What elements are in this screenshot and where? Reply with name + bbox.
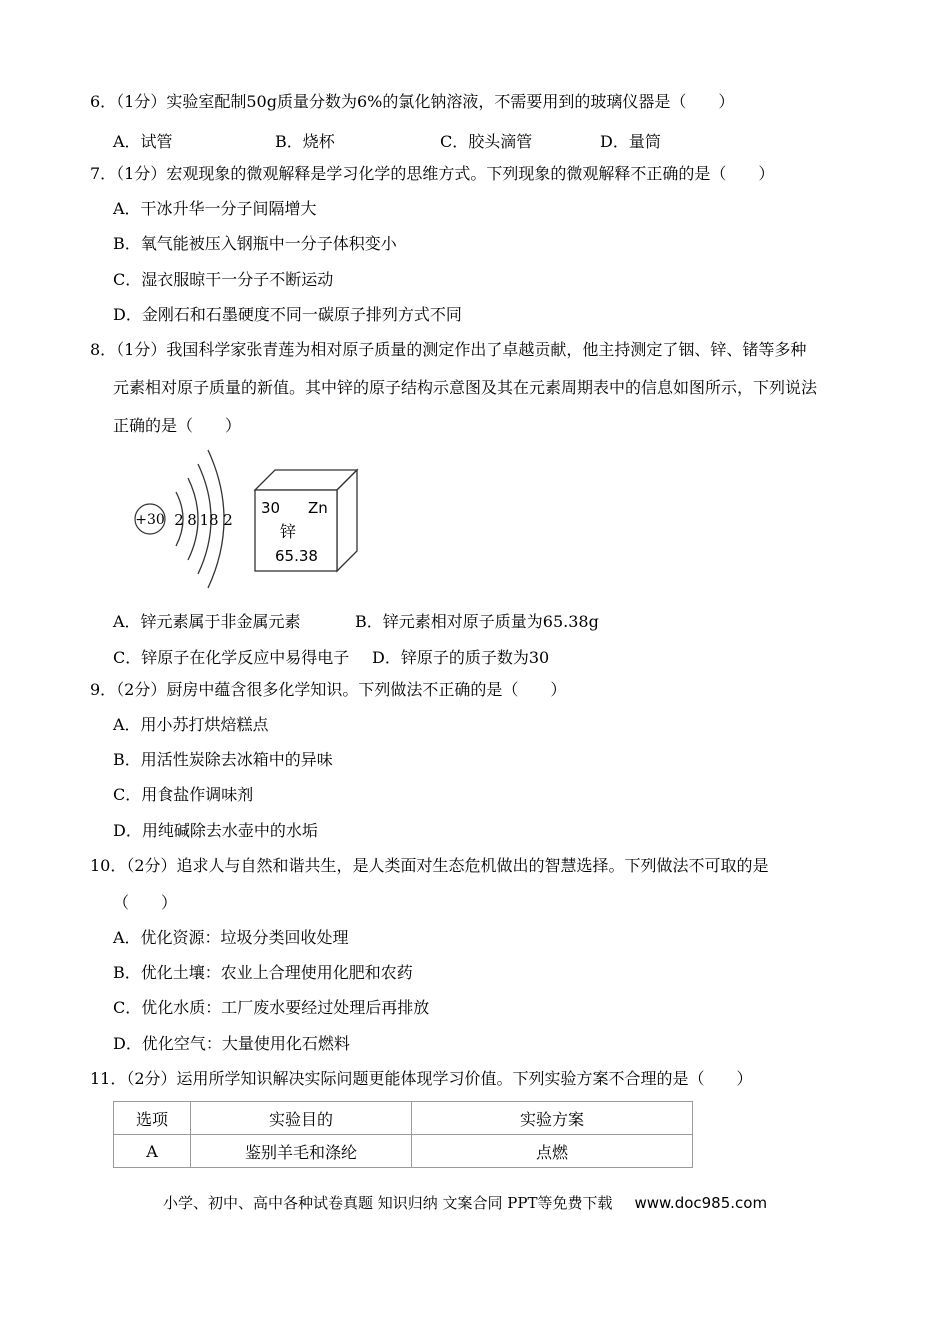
question-8-stem-line2: 元素相对原子质量的新值。其中锌的原子结构示意图及其在元素周期表中的信息如图所示，下列说法 <box>113 378 818 397</box>
question-11-stem: 11．（2分）运用所学知识解决实际问题更能体现学习价值。下列实验方案不合理的是（ ） <box>90 1069 753 1088</box>
option-a: A．试管 <box>113 132 173 151</box>
shell-4-electrons: 2 <box>223 511 233 529</box>
table-header-row <box>114 1102 693 1135</box>
atomic-number: 30 <box>261 499 281 517</box>
option-b: B．优化土壤：农业上合理使用化肥和农药 <box>113 963 413 982</box>
option-c: C．湿衣服晾干一分子不断运动 <box>113 270 334 289</box>
question-10-stem-line2: （ ） <box>113 893 178 912</box>
footer-site: www.doc985.com <box>634 1194 768 1212</box>
question-7-stem: 7．（1分）宏观现象的微观解释是学习化学的思维方式。下列现象的微观解释不正确的是（ ） <box>90 164 775 183</box>
question-8-stem-line1: 8．（1分）我国科学家张青莲为相对原子质量的测定作出了卓越贡献，他主持测定了铟、锌、锗等多种 <box>90 340 807 359</box>
table-cell: A <box>114 1135 191 1168</box>
option-a: A．用小苏打烘焙糕点 <box>113 715 269 734</box>
table-cell: 鉴别羊毛和涤纶 <box>191 1135 412 1168</box>
question-11-table <box>113 1101 693 1168</box>
option-c: C．胶头滴管 <box>440 132 533 151</box>
option-b: B．用活性炭除去冰箱中的异味 <box>113 750 333 769</box>
page-footer <box>163 1192 767 1213</box>
question-10-stem-line1: 10．（2分）追求人与自然和谐共生，是人类面对生态危机做出的智慧选择。下列做法不可取的是 <box>90 856 769 875</box>
element-symbol: Zn <box>308 499 328 517</box>
element-name: 锌 <box>280 522 297 541</box>
option-c: C．用食盐作调味剂 <box>113 785 254 804</box>
option-d: D．用纯碱除去水壶中的水垢 <box>113 821 318 840</box>
table-row <box>114 1135 693 1168</box>
shell-3-electrons: 18 <box>199 511 219 529</box>
option-d: D．优化空气：大量使用化石燃料 <box>113 1034 350 1053</box>
option-a: A．优化资源：垃圾分类回收处理 <box>113 928 349 947</box>
option-d: D．金刚石和石墨硬度不同一碳原子排列方式不同 <box>113 305 462 324</box>
shell-2-electrons: 8 <box>187 511 197 529</box>
option-c: C．锌原子在化学反应中易得电子 <box>113 648 350 667</box>
relative-atomic-mass: 65.38 <box>275 547 318 565</box>
option-c: C．优化水质：工厂废水要经过处理后再排放 <box>113 998 430 1017</box>
zinc-atom-structure-diagram <box>128 448 238 590</box>
table-cell: 点燃 <box>412 1135 693 1168</box>
question-6-stem: 6．（1分）实验室配制50g质量分数为6%的氯化钠溶液，不需要用到的玻璃仪器是（ ） <box>90 92 735 111</box>
option-a: A．干冰升华一分子间隔增大 <box>113 199 317 218</box>
periodic-table-cell <box>250 466 362 574</box>
footer-text: 小学、初中、高中各种试卷真题 知识归纳 文案合同 PPT等免费下载 <box>163 1194 613 1212</box>
question-8-stem-line3: 正确的是（ ） <box>113 416 242 435</box>
option-a: A．锌元素属于非金属元素 <box>113 612 301 631</box>
option-b: B．锌元素相对原子质量为65.38g <box>355 612 599 631</box>
option-b: B．氧气能被压入钢瓶中一分子体积变小 <box>113 234 397 253</box>
question-9-stem: 9．（2分）厨房中蕴含很多化学知识。下列做法不正确的是（ ） <box>90 680 567 699</box>
shell-1-electrons: 2 <box>174 511 184 529</box>
option-d: D．锌原子的质子数为30 <box>372 648 550 667</box>
table-header-cell: 实验目的 <box>191 1102 412 1135</box>
table-header-cell: 实验方案 <box>412 1102 693 1135</box>
option-d: D．量筒 <box>600 132 661 151</box>
table-header-cell: 选项 <box>114 1102 191 1135</box>
nucleus-charge: +30 <box>135 512 165 528</box>
option-b: B．烧杯 <box>275 132 335 151</box>
